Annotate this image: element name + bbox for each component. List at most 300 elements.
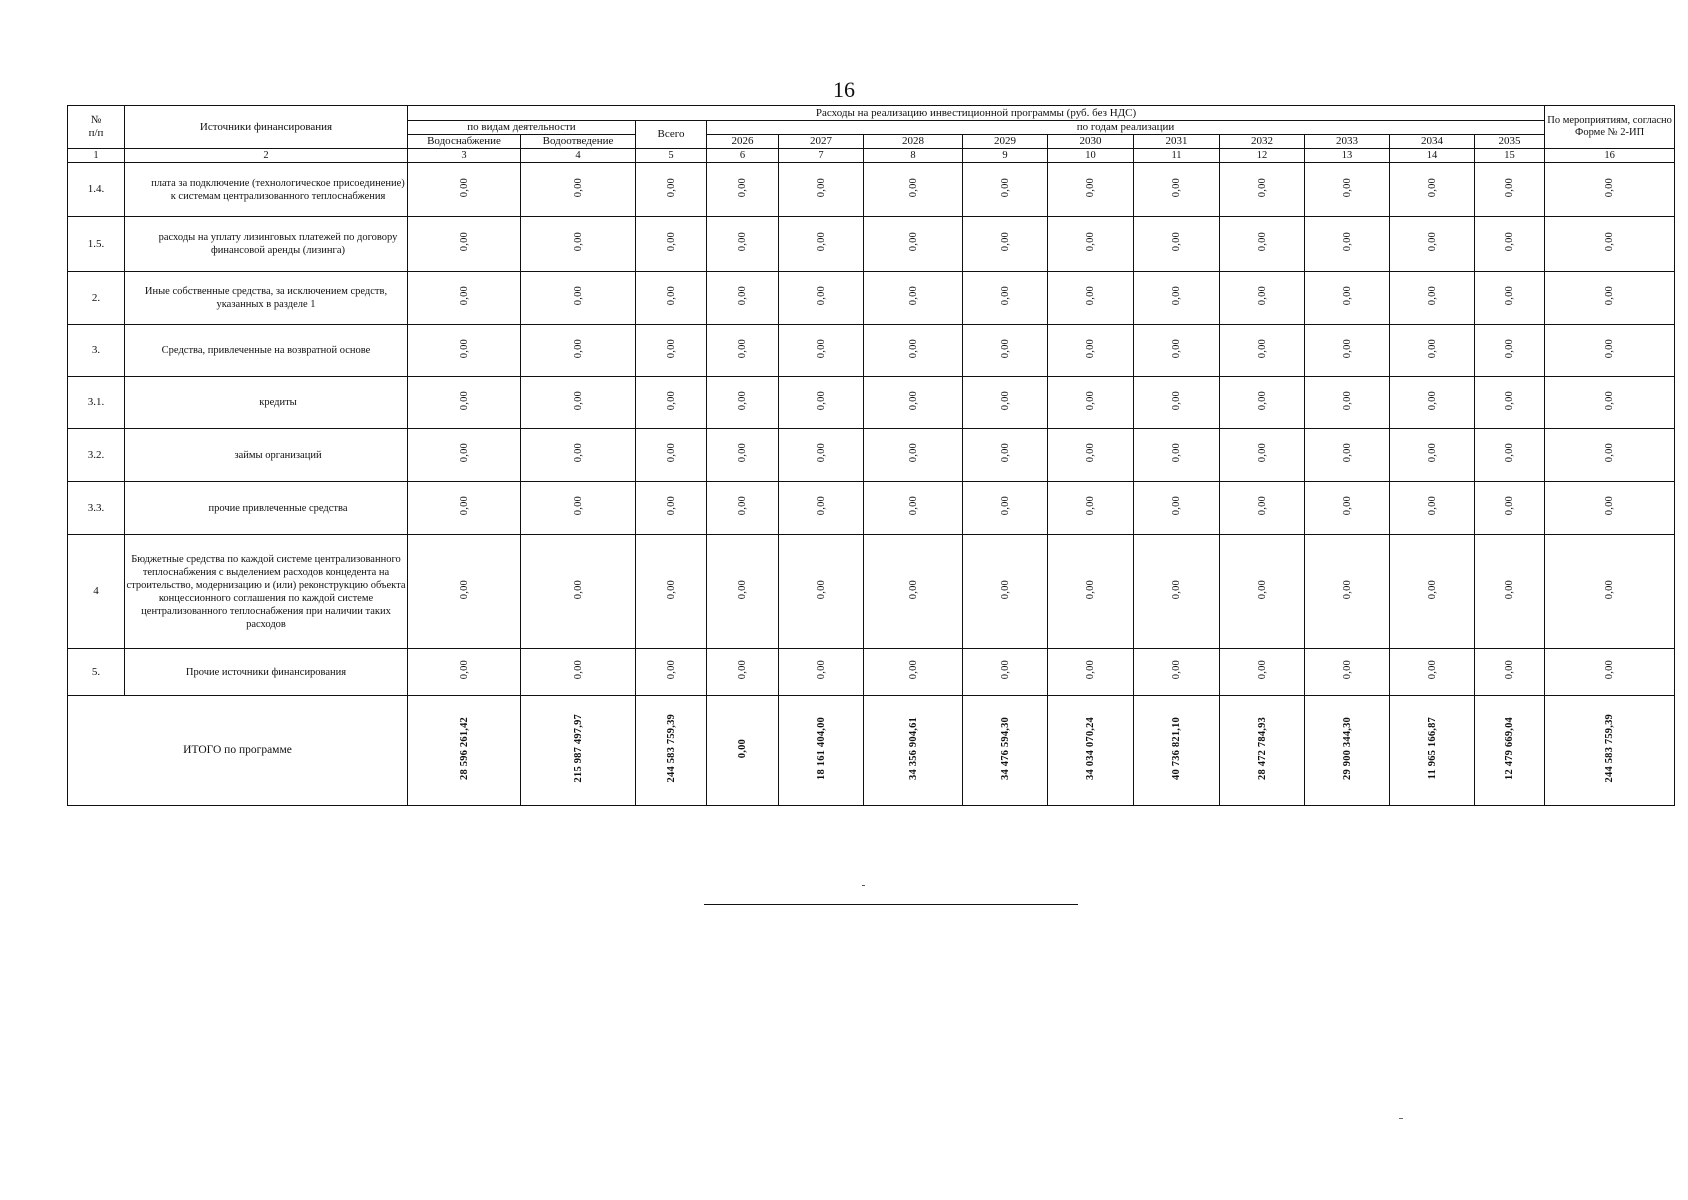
total-value-text: 34 034 070,24: [1085, 717, 1096, 780]
value-text: 0,00: [1341, 338, 1353, 359]
value-cell: [1048, 163, 1134, 217]
value-cell: [1545, 325, 1675, 377]
total-value-text: 29 900 344,30: [1341, 717, 1353, 780]
value-text: 0,00: [999, 338, 1011, 359]
value-cell: [636, 377, 707, 429]
value-text: 0,00: [999, 579, 1011, 600]
value-cell: [521, 377, 636, 429]
value-text: 0,00: [1085, 579, 1096, 600]
header-year: 2035: [1475, 135, 1545, 149]
total-value-cell: [1134, 696, 1220, 806]
value-cell: [963, 535, 1048, 649]
value-text: 0,00: [665, 579, 677, 600]
value-cell: [779, 649, 864, 696]
total-value-text: 244 583 759,39: [1604, 714, 1616, 783]
total-value-text: 215 987 497,97: [572, 714, 584, 783]
value-cell: [1048, 649, 1134, 696]
value-text: 0,00: [458, 443, 470, 463]
total-value-cell: [1475, 696, 1545, 806]
value-text: 0,00: [572, 443, 584, 463]
value-cell: [1134, 429, 1220, 482]
value-cell: [1134, 272, 1220, 325]
value-text: 0,00: [572, 579, 584, 600]
value-text: 0,00: [1504, 443, 1516, 463]
value-text: 0,00: [1426, 390, 1438, 411]
value-text: 0,00: [815, 660, 827, 680]
column-number: 2: [125, 149, 408, 163]
value-text: 0,00: [458, 232, 470, 252]
value-text: 0,00: [1171, 496, 1182, 516]
value-cell: [779, 325, 864, 377]
column-number: 11: [1134, 149, 1220, 163]
total-value-cell: [864, 696, 963, 806]
table-row: [68, 535, 1675, 649]
value-cell: [408, 325, 521, 377]
value-text: 0,00: [1426, 579, 1438, 600]
header-year: 2028: [864, 135, 963, 149]
row-number: 1.5.: [68, 217, 125, 272]
value-text: 0,00: [665, 177, 677, 198]
value-cell: [521, 649, 636, 696]
value-cell: [779, 163, 864, 217]
value-cell: [1220, 482, 1305, 535]
value-cell: [707, 535, 779, 649]
header-by-year: по годам реализации: [707, 121, 1545, 135]
value-text: 0,00: [999, 232, 1011, 252]
value-text: 0,00: [1504, 177, 1516, 198]
value-text: 0,00: [1604, 286, 1616, 306]
value-cell: [707, 429, 779, 482]
total-value-text: 34 356 904,61: [907, 717, 919, 780]
value-text: 0,00: [815, 232, 827, 252]
total-value-cell: [636, 696, 707, 806]
value-text: 0,00: [1085, 443, 1096, 463]
value-text: 0,00: [665, 496, 677, 516]
value-text: 0,00: [1426, 496, 1438, 516]
column-number: 15: [1475, 149, 1545, 163]
value-cell: [1545, 535, 1675, 649]
value-text: 0,00: [737, 496, 748, 516]
value-text: 0,00: [1604, 443, 1616, 463]
table-row: [68, 429, 1675, 482]
value-text: 0,00: [458, 579, 470, 600]
value-text: 0,00: [1504, 579, 1516, 600]
column-number: 3: [408, 149, 521, 163]
source-name: Прочие источники финансирования: [125, 649, 408, 696]
table-row: [68, 482, 1675, 535]
scan-mark: [862, 885, 865, 886]
value-text: 0,00: [1256, 579, 1268, 600]
value-cell: [521, 217, 636, 272]
value-cell: [1048, 535, 1134, 649]
value-text: 0,00: [815, 579, 827, 600]
value-cell: [1545, 217, 1675, 272]
header-year: 2031: [1134, 135, 1220, 149]
value-text: 0,00: [907, 232, 919, 252]
value-text: 0,00: [1256, 390, 1268, 411]
value-text: 0,00: [1604, 338, 1616, 359]
value-text: 0,00: [1504, 660, 1516, 680]
header-expenses: Расходы на реализацию инвестиционной программы (руб. без НДС): [408, 106, 1545, 121]
value-cell: [1390, 163, 1475, 217]
header-measures: По мероприятиям, согласно Форме № 2-ИП: [1545, 106, 1675, 149]
total-value-cell: [1220, 696, 1305, 806]
header-num: [68, 106, 125, 149]
value-cell: [1475, 217, 1545, 272]
value-text: 0,00: [1604, 390, 1616, 411]
value-cell: [1134, 482, 1220, 535]
value-cell: [864, 429, 963, 482]
value-cell: [779, 482, 864, 535]
value-text: 0,00: [1341, 390, 1353, 411]
total-value-text: 0,00: [737, 738, 748, 759]
value-cell: [636, 482, 707, 535]
value-cell: [1134, 535, 1220, 649]
value-cell: [1475, 272, 1545, 325]
value-cell: [1048, 217, 1134, 272]
value-cell: [1305, 482, 1390, 535]
value-cell: [636, 649, 707, 696]
value-text: 0,00: [1085, 390, 1096, 411]
value-text: 0,00: [1085, 232, 1096, 252]
source-name: расходы на уплату лизинговых платежей по договору финансовой аренды (лизинга): [125, 217, 408, 272]
page-number: 16: [833, 77, 855, 102]
source-name: Иные собственные средства, за исключением средств, указанных в разделе 1: [125, 272, 408, 325]
value-text: 0,00: [737, 579, 748, 600]
value-cell: [779, 429, 864, 482]
value-text: 0,00: [815, 496, 827, 516]
value-text: 0,00: [1171, 177, 1182, 198]
value-cell: [408, 535, 521, 649]
value-cell: [1545, 377, 1675, 429]
value-cell: [864, 163, 963, 217]
value-cell: [408, 217, 521, 272]
value-cell: [864, 272, 963, 325]
value-text: 0,00: [907, 177, 919, 198]
total-label: ИТОГО по программе: [68, 696, 408, 806]
value-text: 0,00: [572, 338, 584, 359]
value-cell: [408, 429, 521, 482]
value-cell: [864, 535, 963, 649]
value-text: 0,00: [907, 390, 919, 411]
value-text: 0,00: [458, 496, 470, 516]
value-text: 0,00: [1604, 579, 1616, 600]
value-cell: [1305, 217, 1390, 272]
value-cell: [707, 272, 779, 325]
value-text: 0,00: [907, 338, 919, 359]
value-cell: [779, 377, 864, 429]
source-name: кредиты: [125, 377, 408, 429]
value-cell: [1545, 649, 1675, 696]
header-total: Всего: [636, 121, 707, 149]
table-row: [68, 163, 1675, 217]
value-cell: [521, 325, 636, 377]
value-cell: [1390, 535, 1475, 649]
value-text: 0,00: [1256, 496, 1268, 516]
header-year: 2029: [963, 135, 1048, 149]
value-cell: [521, 272, 636, 325]
header-year: 2027: [779, 135, 864, 149]
value-text: 0,00: [1085, 496, 1096, 516]
value-text: 0,00: [1426, 177, 1438, 198]
source-name: займы организаций: [125, 429, 408, 482]
total-value-cell: [1048, 696, 1134, 806]
value-text: 0,00: [907, 286, 919, 306]
value-cell: [779, 272, 864, 325]
row-number: 5.: [68, 649, 125, 696]
value-cell: [1305, 649, 1390, 696]
value-text: 0,00: [665, 443, 677, 463]
column-number: 5: [636, 149, 707, 163]
total-value-text: 28 596 261,42: [458, 717, 470, 780]
value-text: 0,00: [1504, 496, 1516, 516]
value-text: 0,00: [1171, 390, 1182, 411]
total-value-text: 28 472 784,93: [1256, 717, 1268, 780]
value-text: 0,00: [458, 660, 470, 680]
column-number: 16: [1545, 149, 1675, 163]
value-cell: [1475, 325, 1545, 377]
header-water-supply: Водоснабжение: [408, 135, 521, 149]
value-text: 0,00: [1426, 232, 1438, 252]
value-text: 0,00: [1256, 286, 1268, 306]
value-cell: [1305, 429, 1390, 482]
value-cell: [779, 217, 864, 272]
value-text: 0,00: [815, 390, 827, 411]
value-text: 0,00: [572, 177, 584, 198]
value-cell: [1134, 377, 1220, 429]
value-cell: [1475, 429, 1545, 482]
total-value-cell: [707, 696, 779, 806]
value-cell: [779, 535, 864, 649]
value-cell: [1545, 163, 1675, 217]
scan-mark: [1399, 1118, 1403, 1119]
value-text: 0,00: [572, 286, 584, 306]
total-row: [68, 696, 1675, 806]
value-cell: [1048, 482, 1134, 535]
value-cell: [1134, 325, 1220, 377]
column-number: 8: [864, 149, 963, 163]
value-text: 0,00: [1426, 660, 1438, 680]
value-cell: [1220, 377, 1305, 429]
source-name: Средства, привлеченные на возвратной основе: [125, 325, 408, 377]
value-text: 0,00: [1256, 443, 1268, 463]
value-cell: [636, 535, 707, 649]
header-year: 2034: [1390, 135, 1475, 149]
value-text: 0,00: [572, 496, 584, 516]
row-number: 4: [68, 535, 125, 649]
value-cell: [963, 272, 1048, 325]
value-cell: [1390, 429, 1475, 482]
value-text: 0,00: [1341, 579, 1353, 600]
value-cell: [636, 325, 707, 377]
value-text: 0,00: [1341, 496, 1353, 516]
value-text: 0,00: [1604, 496, 1616, 516]
row-number: 3.3.: [68, 482, 125, 535]
total-value-cell: [963, 696, 1048, 806]
value-text: 0,00: [1256, 660, 1268, 680]
header-year: 2030: [1048, 135, 1134, 149]
value-text: 0,00: [1341, 660, 1353, 680]
value-text: 0,00: [1504, 390, 1516, 411]
value-text: 0,00: [1604, 177, 1616, 198]
value-cell: [1305, 535, 1390, 649]
value-text: 0,00: [1171, 338, 1182, 359]
value-cell: [707, 325, 779, 377]
value-cell: [1048, 325, 1134, 377]
value-cell: [1220, 325, 1305, 377]
value-cell: [963, 325, 1048, 377]
header-year: 2026: [707, 135, 779, 149]
value-cell: [1220, 429, 1305, 482]
column-number: 10: [1048, 149, 1134, 163]
value-text: 0,00: [1504, 338, 1516, 359]
value-text: 0,00: [737, 286, 748, 306]
value-cell: [408, 377, 521, 429]
total-value-cell: [521, 696, 636, 806]
table-row: [68, 272, 1675, 325]
value-text: 0,00: [907, 443, 919, 463]
total-value-cell: [1305, 696, 1390, 806]
header-source: Источники финансирования: [125, 106, 408, 149]
value-cell: [864, 377, 963, 429]
value-text: 0,00: [458, 177, 470, 198]
value-text: 0,00: [815, 443, 827, 463]
value-cell: [521, 429, 636, 482]
row-number: 1.4.: [68, 163, 125, 217]
value-text: 0,00: [1085, 286, 1096, 306]
value-text: 0,00: [665, 338, 677, 359]
value-cell: [1475, 482, 1545, 535]
value-text: 0,00: [737, 443, 748, 463]
header-water-disposal: Водоотведение: [521, 135, 636, 149]
value-cell: [707, 217, 779, 272]
value-text: 0,00: [1171, 579, 1182, 600]
value-cell: [864, 649, 963, 696]
value-cell: [1048, 377, 1134, 429]
value-cell: [1220, 217, 1305, 272]
value-text: 0,00: [665, 660, 677, 680]
value-text: 0,00: [665, 390, 677, 411]
header-num-label: № п/п: [88, 114, 104, 139]
value-text: 0,00: [1426, 443, 1438, 463]
value-text: 0,00: [572, 660, 584, 680]
value-text: 0,00: [1256, 177, 1268, 198]
value-text: 0,00: [907, 660, 919, 680]
total-value-text: 40 736 821,10: [1171, 717, 1182, 780]
value-cell: [1048, 429, 1134, 482]
row-number: 3.1.: [68, 377, 125, 429]
value-text: 0,00: [1426, 338, 1438, 359]
value-cell: [1545, 272, 1675, 325]
value-text: 0,00: [1504, 232, 1516, 252]
value-text: 0,00: [815, 177, 827, 198]
total-value-cell: [408, 696, 521, 806]
value-text: 0,00: [572, 232, 584, 252]
column-number: 14: [1390, 149, 1475, 163]
column-number: 6: [707, 149, 779, 163]
column-number: 9: [963, 149, 1048, 163]
value-cell: [408, 482, 521, 535]
value-text: 0,00: [1085, 338, 1096, 359]
value-cell: [864, 482, 963, 535]
value-text: 0,00: [458, 286, 470, 306]
value-text: 0,00: [737, 660, 748, 680]
source-name: плата за подключение (технологическое присоединение) к системам централизованного теплоснабжения: [125, 163, 408, 217]
value-cell: [636, 163, 707, 217]
value-cell: [521, 482, 636, 535]
value-cell: [963, 649, 1048, 696]
value-cell: [1220, 163, 1305, 217]
table-row: [68, 325, 1675, 377]
value-text: 0,00: [999, 390, 1011, 411]
column-number: 7: [779, 149, 864, 163]
value-text: 0,00: [907, 496, 919, 516]
value-text: 0,00: [1604, 660, 1616, 680]
column-number: 13: [1305, 149, 1390, 163]
total-value-cell: [779, 696, 864, 806]
value-cell: [521, 535, 636, 649]
value-text: 0,00: [815, 338, 827, 359]
value-cell: [636, 429, 707, 482]
row-number: 2.: [68, 272, 125, 325]
signature-line: [704, 904, 1078, 905]
row-number: 3.: [68, 325, 125, 377]
value-text: 0,00: [1171, 232, 1182, 252]
value-text: 0,00: [815, 286, 827, 306]
value-cell: [1305, 377, 1390, 429]
value-cell: [707, 482, 779, 535]
value-text: 0,00: [737, 338, 748, 359]
value-cell: [1390, 272, 1475, 325]
value-text: 0,00: [1171, 443, 1182, 463]
table-row: [68, 377, 1675, 429]
row-number: 3.2.: [68, 429, 125, 482]
header-by-activity: по видам деятельности: [408, 121, 636, 135]
value-text: 0,00: [737, 390, 748, 411]
value-cell: [707, 377, 779, 429]
value-text: 0,00: [999, 443, 1011, 463]
value-cell: [1390, 649, 1475, 696]
total-value-text: 11 965 166,87: [1426, 717, 1438, 780]
value-cell: [408, 649, 521, 696]
value-text: 0,00: [1256, 338, 1268, 359]
value-cell: [1390, 217, 1475, 272]
total-value-text: 18 161 404,00: [815, 717, 827, 780]
total-value-cell: [1390, 696, 1475, 806]
value-cell: [408, 163, 521, 217]
total-value-text: 244 583 759,39: [665, 714, 677, 783]
value-text: 0,00: [665, 286, 677, 306]
value-text: 0,00: [1426, 286, 1438, 306]
table-row: [68, 217, 1675, 272]
header-year: 2032: [1220, 135, 1305, 149]
value-cell: [1134, 649, 1220, 696]
header-year: 2033: [1305, 135, 1390, 149]
source-name: прочие привлеченные средства: [125, 482, 408, 535]
value-cell: [1545, 482, 1675, 535]
value-cell: [1390, 482, 1475, 535]
value-text: 0,00: [999, 496, 1011, 516]
value-cell: [636, 217, 707, 272]
value-text: 0,00: [1085, 660, 1096, 680]
value-cell: [636, 272, 707, 325]
financing-sources-table: [67, 105, 1675, 806]
value-cell: [1390, 377, 1475, 429]
value-cell: [707, 163, 779, 217]
value-cell: [1305, 272, 1390, 325]
value-cell: [1545, 429, 1675, 482]
value-cell: [408, 272, 521, 325]
